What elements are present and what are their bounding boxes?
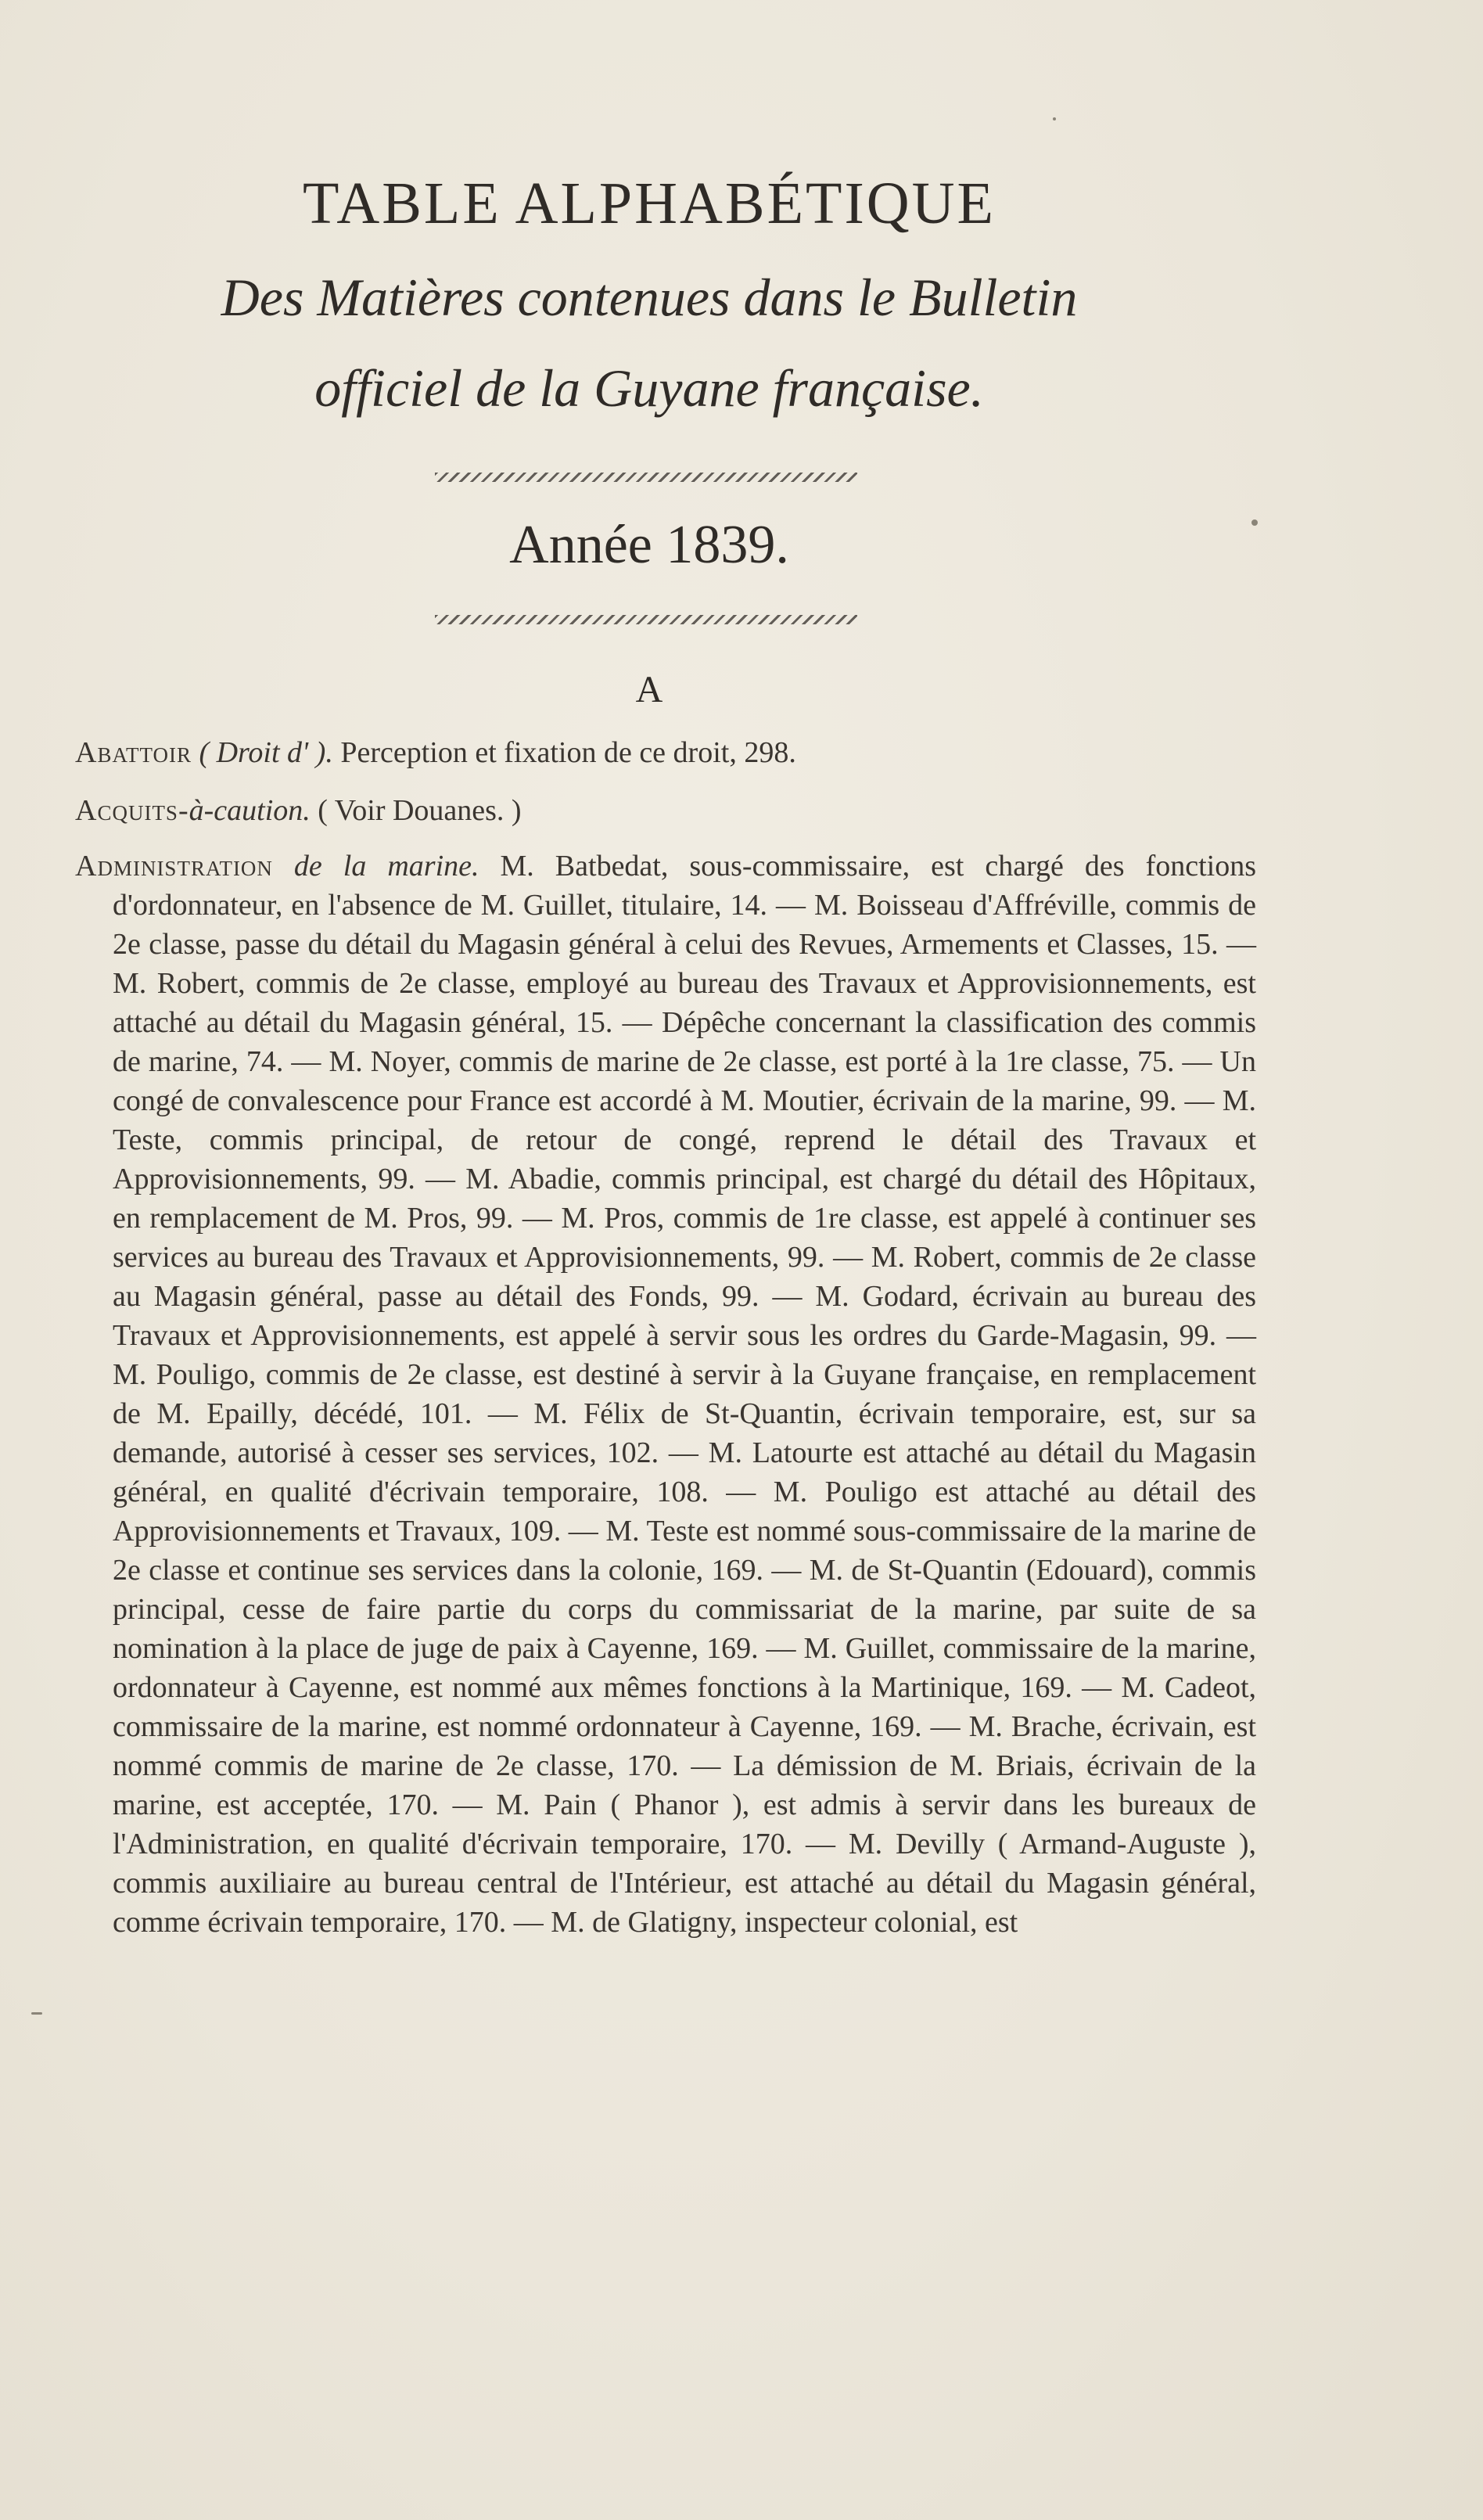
entry-head: Acquits- [75, 794, 189, 827]
entry-subhead: à-caution. [189, 794, 311, 827]
entry-head: Administration [75, 850, 273, 883]
paper-speck [1053, 117, 1056, 120]
entry-head: Abattoir [75, 736, 192, 769]
section-letter: A [635, 669, 663, 710]
entry-text: Perception et fixation de ce droit, 298. [332, 736, 796, 769]
document-title: TABLE ALPHABÉTIQUE [303, 171, 996, 236]
index-entry-administration [75, 847, 1256, 1942]
document-subtitle-line1: Des Matières contenues dans le Bulletin [221, 268, 1078, 327]
year-heading: Année 1839. [509, 515, 789, 575]
entry-subhead: ( Droit d' ). [199, 736, 333, 769]
document-subtitle-line2: officiel de la Guyane française. [314, 358, 984, 418]
entry-text: M. Batbedat, sous-commissaire, est chargé des fonctions d'ordonnateur, en l'absence de M. Guillet, titulaire, 14. — M. Boisseau d'Affréville, commis de 2e classe, passe du détail du Magasin général à celui des Revues, Armements et Classes, 15. — M. Robert, commis de 2e classe, employé au bureau des Travaux et Approvisionnements, est attaché au détail du Magasin général, 15. — Dépêche concernant la classification des commis de marine, 74. — M. Noyer, commis de marine de 2e classe, est porté à la 1re classe, 75. — Un congé de convalescence pour France est accordé à M. Moutier, écrivain de la marine, 99. — M. Teste, commis principal, de retour de congé, reprend le détail des Travaux et Approvisionnements, 99. — M. Abadie, commis principal, est chargé du détail des Hôpitaux, en remplacement de M. Pros, 99. — M. Pros, commis de 1re classe, est appelé à continuer ses services au bureau des Travaux et Approvisionnements, 99. — M. Robert, commis de 2e classe au Magasin général, passe au détail des Fonds, 99. — M. Godard, écrivain au bureau des Travaux et Approvisionnements, est appelé à servir sous les ordres du Garde-Magasin, 99. — M. Pouligo, commis de 2e classe, est destiné à servir à la Guyane française, en remplacement de M. Epailly, décédé, 101. — M. Félix de St-Quantin, écrivain temporaire, est, sur sa demande, autorisé à cesser ses services, 102. — M. Latourte est attaché au détail du Magasin général, en qualité d'écrivain temporaire, 108. — M. Pouligo est attaché au détail des Approvisionnements et Travaux, 109. — M. Teste est nommé sous-commissaire de la marine de 2e classe et continue ses services dans la colonie, 169. — M. de St-Quantin (Edouard), commis principal, cesse de faire partie du corps du commissariat de la marine, par suite de sa nomination à la place de juge de paix à Cayenne, 169. — M. Guillet, commissaire de la marine, ordonnateur à Cayenne, est nommé aux mêmes fonctions à la Martinique, 169. — M. Cadeot, commissaire de la marine, est nommé ordonnateur à Cayenne, 169. — M. Brache, écrivain, est nommé commis de marine de 2e classe, 170. — La démission de M. Briais, écrivain de la marine, est acceptée, 170. — M. Pain ( Phanor ), est admis à servir dans les bureaux de l'Administration, en qualité d'écrivain temporaire, 170. — M. Devilly ( Armand-Auguste ), commis auxiliaire au bureau central de l'Intérieur, est attaché au détail du Magasin général, comme écrivain temporaire, 170. — M. de Glatigny, inspecteur colonial, est [113, 850, 1256, 1939]
ornamental-rule-top [435, 473, 857, 482]
paper-speck [1251, 519, 1258, 526]
index-entry-abattoir [75, 735, 796, 770]
entry-text: ( Voir Douanes. ) [310, 794, 522, 827]
index-entry-acquits [75, 793, 522, 828]
paper-speck [31, 2012, 42, 2015]
entry-subhead: de la marine. [272, 850, 479, 883]
ornamental-rule-bottom [435, 615, 857, 624]
